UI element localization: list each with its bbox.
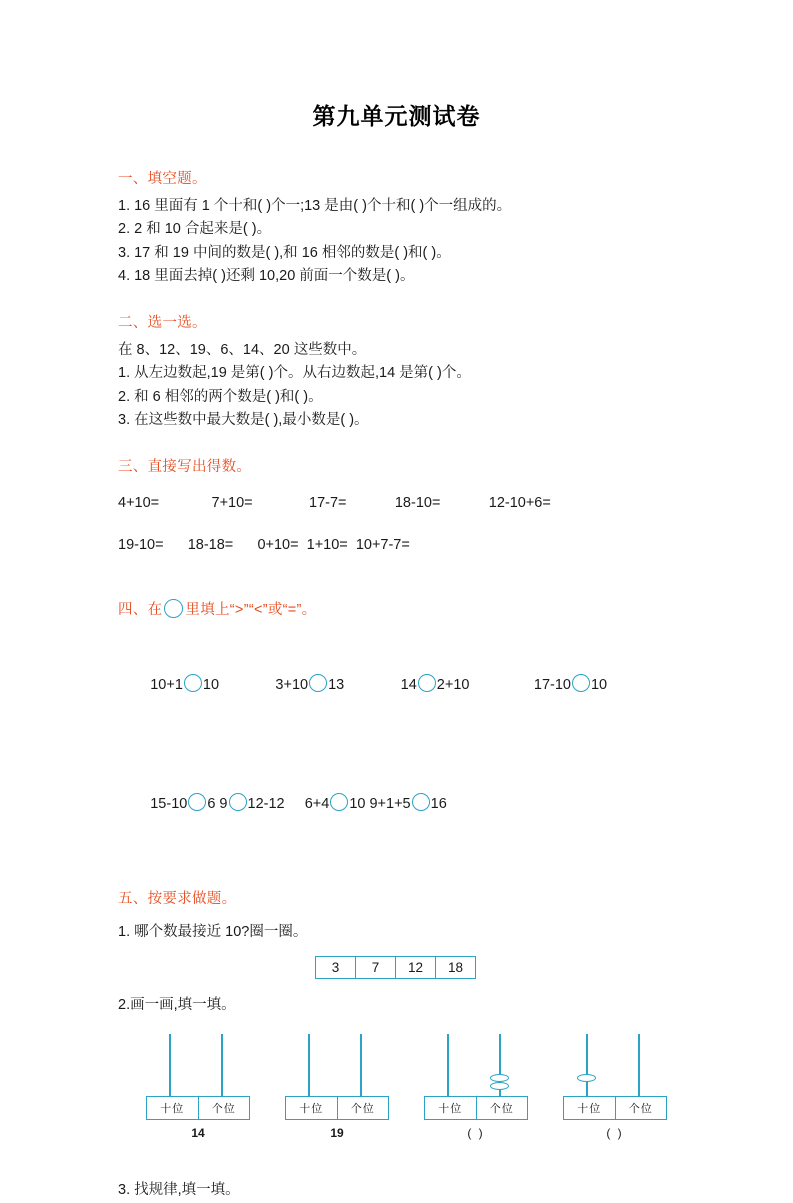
compare-heading-after: 里填上“>”“<”或“=”。 [185,601,317,618]
compare-r2-t5: 16 [430,796,447,813]
rod-icon [308,1034,310,1096]
ones-label: 个位 [628,1103,653,1116]
section-tasks [118,887,673,1203]
compare-row-1 [118,633,673,737]
circle-icon [164,599,183,618]
section-compare [118,598,673,857]
fill-blank-item-2: 2. 2 和 10 合起来是( )。 [118,221,272,238]
direct-calc-row-1: 4+10= 7+10= 17-7= 18-10= 12-10+6= [118,495,551,512]
place-value-box [563,1096,667,1120]
circle-icon[interactable] [330,793,348,811]
rod-icon [638,1034,640,1096]
circle-icon[interactable] [309,674,327,692]
bead-icon [490,1074,509,1082]
task-q3: 3. 找规律,填一填。 [118,1182,240,1199]
section-direct-calc [118,455,673,560]
task-q2: 2.画一画,填一填。 [118,997,236,1014]
place-value-diagram-4 [563,1034,667,1140]
tens-label: 十位 [425,1097,477,1119]
circle-icon[interactable] [188,793,206,811]
circle-icon[interactable] [184,674,202,692]
strip-cell-2[interactable]: 7 [356,957,396,979]
fill-blank-item-1: 1. 16 里面有 1 个十和( )个一;13 是由( )个十和( )个一组成的。 [118,198,512,214]
place-value-diagram-1 [146,1034,250,1140]
section-choose-heading: 二、选一选。 [118,314,207,331]
place-value-box [285,1096,389,1120]
rod-icon [447,1034,449,1096]
number-strip-wrapper [118,956,673,979]
tens-label: 十位 [564,1097,616,1119]
compare-heading-before: 四、在 [118,601,163,618]
diagram-answer-2[interactable]: 19 [330,1126,344,1141]
section-direct-calc-heading: 三、直接写出得数。 [118,458,252,475]
tens-label: 十位 [147,1097,199,1119]
compare-row-2 [118,752,673,856]
choose-item-2: 2. 和 6 相邻的两个数是( )和( )。 [118,388,323,405]
compare-r2-t2: 6 9 [207,796,228,813]
direct-calc-row-2: 19-10= 18-18= 0+10= 1+10= 10+7-7= [118,537,410,554]
section-fill-blank-heading: 一、填空题。 [118,171,207,187]
rods-group [563,1034,667,1096]
compare-r1-t3: 13 14 [328,677,417,694]
task-q1: 1. 哪个数最接近 10?圈一圈。 [118,923,308,940]
place-value-box [146,1096,250,1120]
choose-item-3: 3. 在这些数中最大数是( ),最小数是( )。 [118,412,369,429]
strip-cell-4[interactable]: 18 [436,957,476,979]
section-choose [118,311,673,433]
compare-r1-t2: 10 3+10 [202,677,309,694]
number-strip [315,956,476,979]
rod-icon [221,1034,223,1096]
ones-label: 个位 [350,1103,375,1116]
bead-icon [490,1082,509,1090]
circle-icon[interactable] [229,793,247,811]
rods-group [146,1034,250,1096]
compare-r1-t1: 10+1 [150,677,183,694]
compare-r2-t4: 10 9+1+5 [349,796,411,813]
diagram-answer-3[interactable]: ( ) [467,1126,485,1141]
diagram-answer-1[interactable]: 14 [191,1126,205,1141]
worksheet-content [0,167,793,1203]
place-value-diagrams [118,1034,673,1140]
choose-item-1: 1. 从左边数起,19 是第( )个。从右边数起,14 是第( )个。 [118,365,471,382]
tens-label: 十位 [286,1097,338,1119]
rods-group [424,1034,528,1096]
place-value-diagram-2 [285,1034,389,1140]
fill-blank-item-3: 3. 17 和 19 中间的数是( ),和 16 相邻的数是( )和( )。 [118,244,451,261]
compare-r2-t3: 12-12 6+4 [247,796,330,813]
ones-label: 个位 [211,1103,236,1116]
compare-r1-t5: 10 [590,677,608,694]
place-value-box [424,1096,528,1120]
section-compare-heading [118,598,673,619]
fill-blank-item-4: 4. 18 里面去掉( )还剩 10,20 前面一个数是( )。 [118,268,415,285]
bead-icon [577,1074,596,1082]
circle-icon[interactable] [418,674,436,692]
circle-icon[interactable] [572,674,590,692]
choose-intro: 在 8、12、19、6、14、20 这些数中。 [118,341,367,358]
rod-icon [360,1034,362,1096]
strip-cell-3[interactable]: 12 [396,957,436,979]
rod-icon [586,1034,588,1096]
ones-label: 个位 [489,1103,514,1116]
section-fill-blank [118,167,673,289]
place-value-diagram-3 [424,1034,528,1140]
page-title: 第九单元测试卷 [312,103,481,129]
table-row [316,957,476,979]
compare-r2-t1: 15-10 [150,796,188,813]
section-tasks-heading: 五、按要求做题。 [118,890,237,907]
compare-r1-t4: 2+10 17-10 [436,677,571,694]
rods-group [285,1034,389,1096]
diagram-answer-4[interactable]: ( ) [606,1126,624,1141]
rod-icon [169,1034,171,1096]
strip-cell-1[interactable]: 3 [316,957,356,979]
circle-icon[interactable] [412,793,430,811]
